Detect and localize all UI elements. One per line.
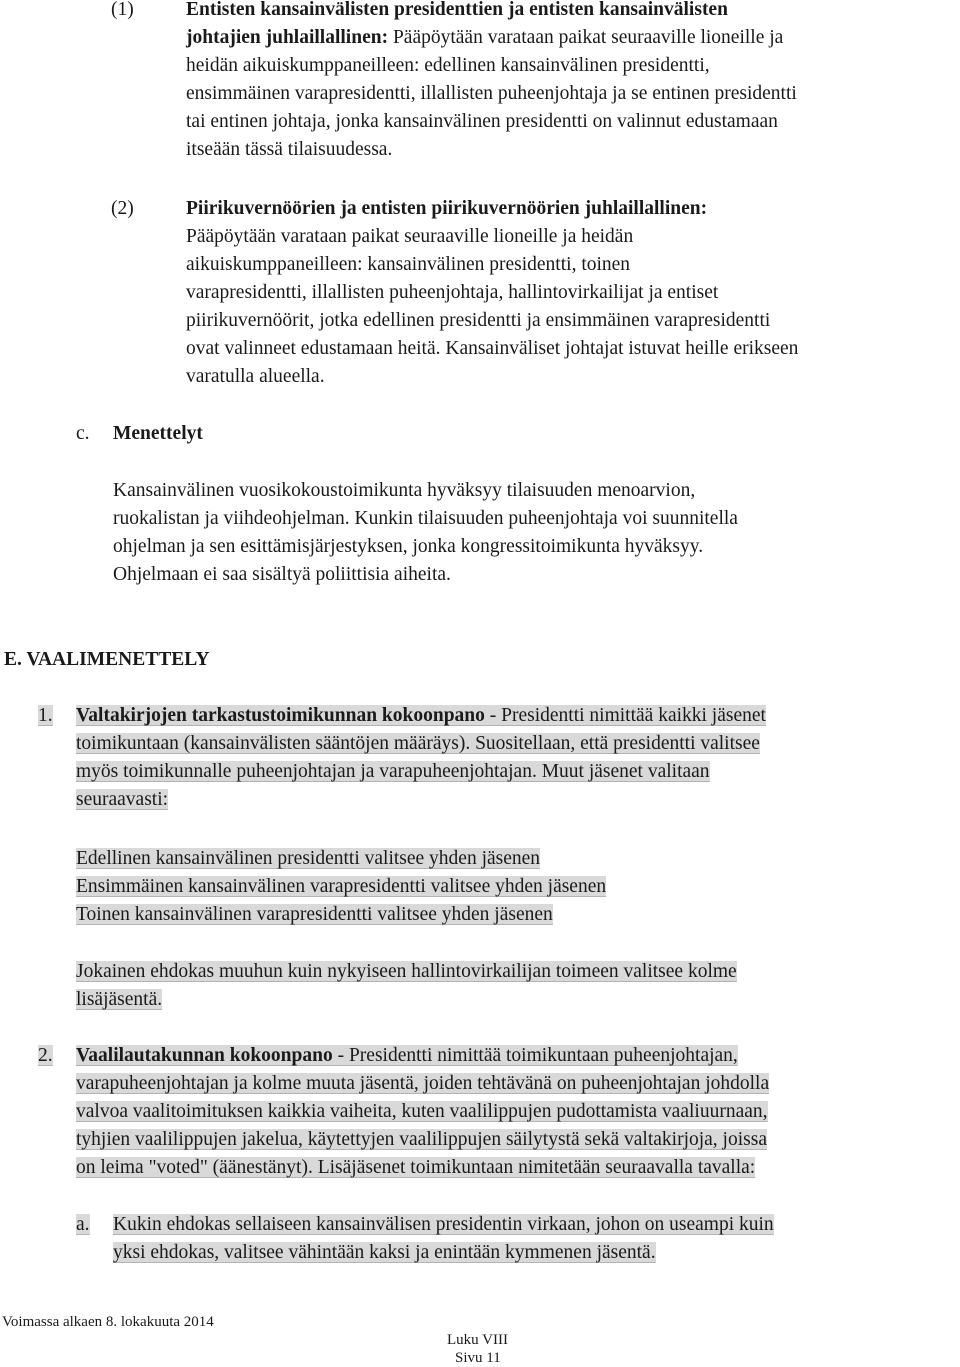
item-1-line5: tai entinen johtaja, jonka kansainvälinen presidentti on valinnut edustamaan (186, 111, 778, 132)
item-1-line3: heidän aikuiskumppaneilleen: edellinen kansainvälinen presidentti, (186, 55, 710, 76)
item-2-title: Piirikuvernöörien ja entisten piirikuvernöörien juhlaillallinen: (186, 198, 708, 219)
section-c-line1: Kansainvälinen vuosikokoustoimikunta hyväksyy tilaisuuden menoarvion, (113, 480, 696, 501)
section-c-line3: ohjelman ja sen esittämisjärjestyksen, jonka kongressitoimikunta hyväksyy. (113, 536, 704, 557)
e-item-1-line1: Valtakirjojen tarkastustoimikunnan kokoonpano - Presidentti nimittää kaikki jäsenet (76, 705, 766, 726)
section-e-heading: E. VAALIMENETTELY (4, 649, 210, 670)
item-1-line4: ensimmäinen varapresidentti, illallisten puheenjohtaja ja se entinen presidentti (186, 83, 797, 104)
footer-chapter: Luku VIII (447, 1332, 508, 1348)
e-item-2-line3: valvoa vaalitoimituksen kaikkia vaiheita, kuten vaalilippujen pudottamista vaaliuurnaan, (76, 1101, 768, 1122)
e-item-1-line2: toimikuntaan (kansainvälisten sääntöjen määräys). Suositellaan, että presidentti valitsee (76, 733, 760, 754)
item-2-line2: Pääpöytään varataan paikat seuraaville lioneille ja heidän (186, 226, 634, 247)
e-item-1-member-3: Toinen kansainvälinen varapresidentti valitsee yhden jäsenen (76, 904, 553, 925)
e-item-2a-line1: Kukin ehdokas sellaiseen kansainvälisen presidentin virkaan, johon on useampi kuin (113, 1214, 774, 1235)
item-2-line5: piirikuvernöörit, jotka edellinen presidentti ja ensimmäinen varapresidentti (186, 310, 771, 331)
e-item-2a-line2: yksi ehdokas, valitsee vähintään kaksi ja enintään kymmenen jäsentä. (113, 1242, 656, 1263)
e-item-2-line1: Vaalilautakunnan kokoonpano - Presidentti nimittää toimikuntaan puheenjohtajan, (76, 1045, 738, 1066)
e-item-2-line4: tyhjien vaalilippujen jakelua, käytettyjen vaalilippujen säilytystä sekä valtakirjoja, joissa (76, 1129, 767, 1150)
footer-effective-date: Voimassa alkaen 8. lokakuuta 2014 (2, 1314, 214, 1330)
e-item-2-line5: on leima "voted" (äänestänyt). Lisäjäsenet toimikuntaan nimitetään seuraavalla tavalla: (76, 1157, 756, 1178)
e-item-2-title: Vaalilautakunnan kokoonpano (76, 1045, 333, 1066)
item-2-line4: varapresidentti, illallisten puheenjohtaja, hallintovirkailijat ja entiset (186, 282, 719, 303)
item-1-title-line1: Entisten kansainvälisten presidenttien ja entisten kansainvälisten (186, 0, 728, 20)
section-c-line4: Ohjelmaan ei saa sisältyä poliittisia aiheita. (113, 564, 451, 585)
e-item-1-member-2: Ensimmäinen kansainvälinen varapresidentti valitsee yhden jäsenen (76, 876, 607, 897)
item-1-label: (1) (111, 0, 134, 20)
e-item-1-candidate-line1: Jokainen ehdokas muuhun kuin nykyiseen hallintovirkailijan toimeen valitsee kolme (76, 961, 737, 982)
e-item-2-number: 2. (38, 1045, 53, 1066)
e-item-2-line2: varapuheenjohtajan ja kolme muuta jäsentä, joiden tehtävänä on puheenjohtajan johdolla (76, 1073, 770, 1094)
item-1-line2 (186, 24, 783, 52)
item-2-line6: ovat valinneet edustamaan heitä. Kansainväliset johtajat istuvat heille erikseen (186, 338, 799, 359)
e-item-1-line3: myös toimikunnalle puheenjohtajan ja varapuheenjohtajan. Muut jäsenet valitaan (76, 761, 710, 782)
e-item-1-title: Valtakirjojen tarkastustoimikunnan kokoonpano (76, 705, 485, 726)
e-item-1-member-1: Edellinen kansainvälinen presidentti valitsee yhden jäsenen (76, 848, 541, 869)
section-c-label: c. (76, 423, 90, 444)
item-1-title-line2: johtajien juhlaillallinen: (186, 27, 389, 48)
footer-page-number: Sivu 11 (455, 1350, 501, 1366)
item-1-line6: itseään tässä tilaisuudessa. (186, 139, 393, 160)
e-item-1-number: 1. (38, 705, 53, 726)
item-1-line2-rest: Pääpöytään varataan paikat seuraaville lioneille ja (388, 27, 784, 48)
item-2-line7: varatulla alueella. (186, 366, 325, 387)
item-2-line3: aikuiskumppaneilleen: kansainvälinen presidentti, toinen (186, 254, 631, 275)
section-c-heading: Menettelyt (113, 423, 203, 444)
section-c-line2: ruokalistan ja viihdeohjelman. Kunkin tilaisuuden puheenjohtaja voi suunnitella (113, 508, 738, 529)
e-item-1-line4: seuraavasti: (76, 789, 169, 810)
e-item-1-candidate-line2: lisäjäsentä. (76, 989, 163, 1010)
item-2-label: (2) (111, 198, 134, 219)
e-item-2a-label: a. (76, 1214, 90, 1235)
